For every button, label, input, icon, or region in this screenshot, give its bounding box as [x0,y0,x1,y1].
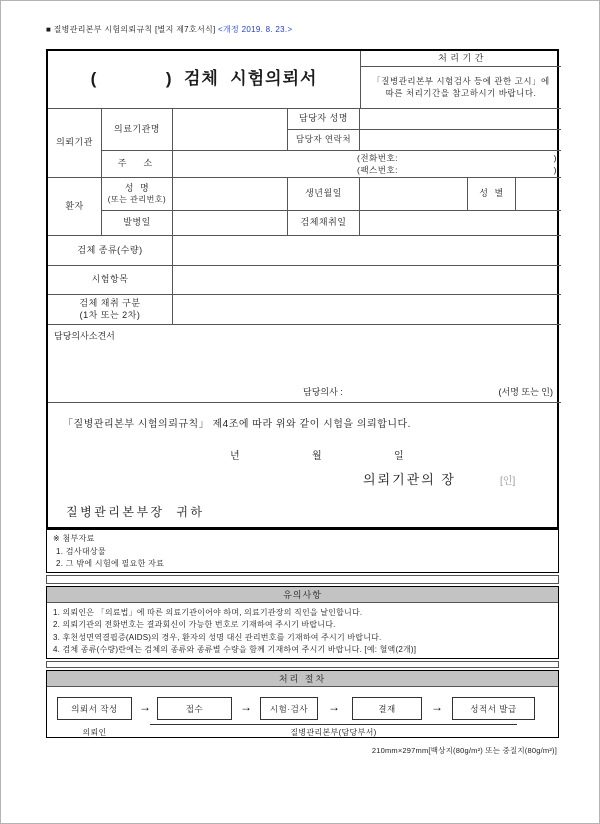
collection-round-value-cell[interactable] [173,295,561,325]
requester-head-signer: 의뢰기관의 장 [363,472,456,487]
collection-round-label-line1: 검체 채취 구분 [79,297,141,308]
specimen-kind-label: 검체 종류(수량) [48,236,173,266]
fax-number-label: (팩스번호: [357,165,399,176]
arrow-icon-4: → [431,700,443,714]
attachment-item-1: 1. 검사대상물 [56,547,106,556]
manager-name-label: 담당자 성명 [288,109,360,130]
addressee: 질병관리본부장 귀하 [66,505,205,519]
fax-close-paren: ) [553,165,557,176]
arrow-icon-3: → [328,700,340,714]
test-items-value-cell[interactable] [173,266,561,295]
address-label: 주 소 [102,151,173,178]
procedure-box [46,670,559,738]
divider-strip-1 [46,575,559,584]
notice-item-3: 3. 후천성면역결핍증(AIDS)의 경우, 환자의 성명 대신 관리번호를 기재하여 주시기 바랍니다. [53,632,382,642]
patient-name-label [102,178,173,211]
actor-requester: 의뢰인 [82,728,107,737]
attachments-box [46,529,559,573]
doctor-name-label: 담당의사 : [303,387,343,397]
specimen-kind-value-cell[interactable] [173,236,561,266]
regulation-note-text: ■ 질병관리본부 시험의뢰규칙 [별지 제7호서식] [46,25,219,34]
declaration-statement: 「질병관리본부 시험의뢰규칙」 제4조에 따라 위와 같이 시험을 의뢰합니다. [63,419,411,430]
sex-label: 성 별 [468,178,516,211]
step-test-inspection: 시험·검사 [260,697,318,720]
notice-box [46,586,559,659]
sex-value-cell[interactable] [516,178,561,211]
test-items-label: 시험항목 [48,266,173,295]
notice-item-2: 2. 의뢰기관의 전화번호는 결과회신이 가능한 번호로 기재하여 주시기 바랍니다. [53,620,336,630]
patient-name-value-cell[interactable] [173,178,288,211]
revision-date: <개정 2019. 8. 23.> [218,25,293,34]
procedure-title-bar: 처리 절차 [47,671,558,687]
patient-name-label-line2: (또는 관리번호) [107,194,167,204]
collection-round-label [48,295,173,325]
step-write-request: 의뢰서 작성 [57,697,132,720]
actor-group-line [150,724,517,725]
paper-spec-footer: 210mm×297mm[백상지(80g/m²) 또는 중질지(80g/m²)] [371,746,557,755]
notice-item-1: 1. 의뢰인은 「의료법」에 따른 의료기관이어야 하며, 의료기관장의 직인을 날인합니다. [53,608,363,617]
actor-kcdc-department: 질병관리본부(담당부서) [290,728,377,737]
phone-close-paren: ) [553,153,557,163]
declaration-month: 월 [312,451,322,462]
step-approval: 결재 [352,697,422,720]
form-title: ( ) 검체 시험의뢰서 [48,51,361,109]
collection-date-label: 검체채취일 [288,211,360,236]
manager-name-value-cell[interactable] [360,109,561,130]
arrow-icon-2: → [240,700,252,714]
processing-period-note: 「질병관리본부 시험검사 등에 관한 고시」에 따른 처리기간을 참고하시기 바랍니다. [361,67,561,109]
declaration-day: 일 [394,451,404,462]
requester-section-label: 의뢰기관 [48,109,102,178]
onset-date-label: 발병일 [102,211,173,236]
notice-item-4: 4. 검체 종류(수량)란에는 검체의 종류와 종류별 수량을 함께 기재하여 주시기 바랍니다. [예: 혈액(2개)] [53,645,417,655]
arrow-icon-1: → [139,700,151,714]
address-value-cell[interactable] [173,151,561,178]
processing-period-label: 처 리 기 간 [361,51,561,67]
phone-number-label: (전화번호: [357,153,399,163]
step-receipt: 접수 [157,697,232,720]
regulation-note [46,24,559,35]
main-form-table [46,49,559,529]
divider-strip-2 [46,661,559,668]
step-issue-report: 성적서 발급 [452,697,535,720]
signature-or-seal-label: (서명 또는 인) [498,387,553,397]
collection-date-value-cell[interactable] [360,211,561,236]
birth-date-value-cell[interactable] [360,178,468,211]
declaration-area [48,403,561,531]
birth-date-label: 생년월일 [288,178,360,211]
doctor-opinion-box[interactable] [48,325,561,403]
declaration-year: 년 [230,451,240,462]
onset-date-value-cell[interactable] [173,211,288,236]
doctor-opinion-title: 담당의사소견서 [54,331,115,341]
collection-round-label-line2: (1차 또는 2차) [79,309,141,320]
notice-title-bar: 유의사항 [47,587,558,603]
notice-list [47,603,558,657]
org-name-value-cell[interactable] [173,109,288,151]
manager-contact-label: 담당자 연락처 [288,130,360,151]
manager-contact-value-cell[interactable] [360,130,561,151]
attachment-item-2: 2. 그 밖에 시험에 필요한 자료 [56,559,165,568]
patient-section-label: 환자 [48,178,102,236]
seal-placeholder: [인] [500,476,516,487]
address-phone-block [357,152,557,177]
org-name-label: 의료기관명 [102,109,173,151]
patient-name-label-line1: 성 명 [124,182,150,193]
attachments-title: ※ 첨부자료 [53,534,95,543]
